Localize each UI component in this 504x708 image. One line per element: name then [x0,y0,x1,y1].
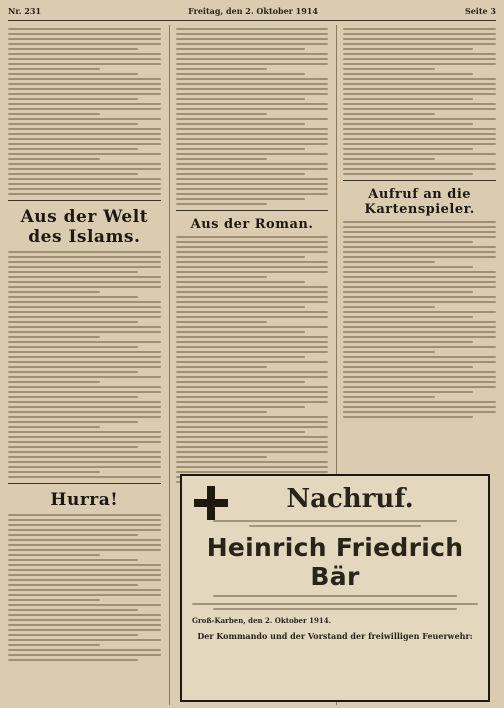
text-line [176,346,329,348]
text-line [176,371,329,373]
text-line [343,123,473,125]
text-line [8,173,138,175]
text-line [8,341,161,343]
text-line [343,321,496,323]
text-line [8,163,161,165]
text-line [343,153,496,155]
text-line [176,401,329,403]
text-line [176,456,268,458]
text-line [343,83,496,85]
text-line [8,78,161,80]
text-line [8,624,161,626]
text-line [176,416,329,418]
text-line [8,451,161,453]
text-line [8,416,161,418]
text-line [176,103,329,105]
text-line [8,534,138,536]
divider [176,210,329,211]
text-line [343,301,496,303]
text-line [343,73,473,75]
text-line [176,441,329,443]
text-line [8,118,161,120]
text-line [176,33,329,35]
text-line [343,68,435,70]
obituary-signature: Der Kommando und der Vorstand der freiwilligen Feuerwehr: [197,631,473,641]
text-line [176,178,329,180]
text-line [176,436,329,438]
article-body [176,28,329,205]
text-line [343,103,496,105]
text-line [8,128,161,130]
text-line [176,108,329,110]
text-line [343,173,473,175]
text-line [8,261,161,263]
article-body [176,236,329,483]
text-line [343,406,496,408]
text-line [8,421,138,423]
text-line [176,123,306,125]
text-line [176,198,306,200]
iron-cross-icon [194,486,228,520]
text-line [343,43,496,45]
obituary-notice [180,474,490,702]
text-line [176,188,329,190]
text-line [8,649,161,651]
text-line [8,376,161,378]
text-line [8,654,161,656]
text-line [343,326,496,328]
text-line [8,629,161,631]
divider [343,180,496,181]
text-line [176,241,329,243]
text-line [8,291,100,293]
text-line [8,153,161,155]
text-line [176,336,329,338]
text-line [176,73,306,75]
text-line [343,281,496,283]
text-line [343,78,496,80]
text-line [8,113,100,115]
text-line [343,331,496,333]
text-line [8,63,161,65]
text-line [8,351,161,353]
text-line [176,246,329,248]
text-line [343,346,496,348]
page-number: Seite 3 [464,6,496,16]
text-line [8,326,161,328]
text-line [8,564,161,566]
text-line [343,63,496,65]
text-line [176,326,329,328]
section-headline-islam: Aus der Welt des Islams. [20,207,149,247]
text-line [343,336,496,338]
article-body [8,251,161,478]
text-line [8,301,161,303]
text-line [8,436,161,438]
text-line [176,361,329,363]
text-line [176,291,329,293]
text-line [343,88,496,90]
text-line [176,366,268,368]
text-line [343,386,496,388]
text-line [343,128,496,130]
text-line [8,391,161,393]
text-line [176,406,306,408]
text-line [176,391,329,393]
text-line [8,48,138,50]
text-line [343,133,496,135]
text-line [8,33,161,35]
text-line [176,148,306,150]
text-line [8,559,138,561]
text-line [176,78,329,80]
text-line [343,316,473,318]
text-line [8,584,138,586]
text-line [8,251,161,253]
text-line [176,138,329,140]
text-line [176,321,268,323]
text-line [176,461,329,463]
text-line [176,168,329,170]
text-line [8,471,100,473]
text-line [176,451,329,453]
text-line [8,549,161,551]
text-line [8,634,138,636]
text-line [343,376,496,378]
text-line [343,118,496,120]
text-line [8,286,161,288]
text-line [343,311,496,313]
text-line [8,88,161,90]
text-line [8,256,161,258]
text-line [343,261,435,263]
text-line [176,113,268,115]
text-line [343,276,496,278]
text-line [8,336,100,338]
text-line [343,266,473,268]
text-line [176,271,329,273]
text-line [176,466,329,468]
text-line [8,108,161,110]
text-line [343,138,496,140]
text-line [176,276,268,278]
text-line [176,356,306,358]
section-headline-roman: Aus der Roman. [190,217,314,232]
text-line [8,28,161,30]
text-line [176,301,329,303]
text-line [176,341,329,343]
text-line [176,158,268,160]
text-line [8,381,100,383]
text-line [343,356,496,358]
obituary-intro [192,520,478,527]
text-line [8,331,161,333]
text-line [8,266,161,268]
text-line [176,68,268,70]
obituary-title: Nachruf. [286,484,414,514]
text-line [176,28,329,30]
text-line [8,514,161,516]
text-line [8,431,161,433]
text-line [8,123,138,125]
text-line [343,351,435,353]
text-line [176,128,329,130]
text-line [343,271,496,273]
text-line [8,68,100,70]
text-line [176,411,268,413]
text-line [176,203,268,205]
text-line [176,193,329,195]
text-line [343,113,435,115]
text-line [8,659,138,661]
text-line [343,396,435,398]
text-line [343,163,496,165]
text-line [343,143,496,145]
divider [8,200,161,201]
article-body [8,28,161,195]
text-line [8,311,161,313]
text-line [8,316,161,318]
text-line [8,544,161,546]
text-line [343,416,473,418]
text-line [176,421,329,423]
text-line [176,311,329,313]
text-line [176,63,329,65]
text-line [343,236,496,238]
text-line [8,296,138,298]
text-line [343,28,496,30]
text-line [176,351,329,353]
text-line [8,441,161,443]
text-line [8,614,161,616]
text-line [8,133,161,135]
text-line [8,73,138,75]
text-line [343,168,496,170]
text-line [176,471,329,473]
text-line [343,381,496,383]
text-line [343,48,473,50]
text-line [343,251,496,253]
text-line [176,376,329,378]
text-line [176,143,329,145]
text-line [8,168,161,170]
text-line [343,391,473,393]
text-line [176,83,329,85]
text-line [8,519,161,521]
text-line [8,93,161,95]
text-line [343,53,496,55]
text-line [343,296,496,298]
obituary-name: Heinrich Friedrich Bär [206,533,464,591]
text-line [343,401,496,403]
text-line [176,43,329,45]
obituary-unit [192,595,478,597]
text-line [176,163,329,165]
text-line [343,221,496,223]
text-line [8,188,161,190]
text-line [8,589,161,591]
text-line [8,103,161,105]
text-line [8,138,161,140]
text-line [343,108,496,110]
text-line [176,183,329,185]
text-line [8,539,161,541]
text-line [343,411,496,413]
text-line [8,579,161,581]
text-line [8,599,100,601]
text-line [8,386,161,388]
text-line [8,619,161,621]
text-line [8,321,138,323]
text-line [176,98,306,100]
text-line [176,53,329,55]
text-line [343,256,496,258]
text-line [8,276,161,278]
section-headline-hurra: Hurra! [50,490,119,510]
text-line [343,226,496,228]
text-line [343,93,496,95]
text-line [8,143,161,145]
page-header [8,6,496,21]
text-line [8,461,161,463]
text-line [343,33,496,35]
text-line [343,341,473,343]
text-line [343,361,496,363]
article-body [343,221,496,418]
text-line [8,271,138,273]
text-line [8,569,161,571]
text-line [343,291,473,293]
text-line [8,306,161,308]
text-line [8,609,138,611]
article-body [343,28,496,175]
text-line [8,639,161,641]
text-line [8,183,161,185]
text-line [8,361,161,363]
text-line [176,256,306,258]
text-line [176,38,329,40]
text-line [8,178,161,180]
issue-date: Freitag, den 2. Oktober 1914 [188,6,318,16]
text-line [8,58,161,60]
divider [8,483,161,484]
text-line [176,236,329,238]
text-line [176,316,329,318]
article-body [8,514,161,661]
text-line [8,38,161,40]
text-line [176,58,329,60]
text-line [8,371,138,373]
text-line [176,153,329,155]
text-line [343,231,496,233]
text-line [343,371,496,373]
text-line [176,446,329,448]
text-line [8,426,100,428]
text-line [8,574,161,576]
text-line [8,158,100,160]
text-line [8,604,161,606]
text-line [8,401,161,403]
text-line [176,386,329,388]
text-line [176,88,329,90]
text-line [8,524,161,526]
text-line [8,476,161,478]
text-line [8,446,138,448]
text-line [176,93,329,95]
text-line [176,48,306,50]
text-line [176,331,306,333]
text-line [176,426,329,428]
text-line [8,148,138,150]
text-line [176,306,306,308]
text-line [343,38,496,40]
text-line [8,406,161,408]
text-line [8,456,161,458]
obituary-place-date: Groß-Karben, den 2. Oktober 1914. [192,616,332,625]
text-line [176,251,329,253]
text-line [8,356,161,358]
text-line [8,346,138,348]
text-line [176,431,306,433]
text-line [176,396,329,398]
text-line [176,286,329,288]
text-line [176,296,329,298]
text-line [8,466,161,468]
issue-number: Nr. 231 [8,6,42,16]
text-line [8,396,138,398]
text-line [343,286,496,288]
column-left [8,25,161,705]
text-line [8,366,161,368]
text-line [176,173,306,175]
text-line [8,594,161,596]
text-line [343,158,435,160]
text-line [343,58,496,60]
text-line [8,43,161,45]
text-line [343,306,435,308]
text-line [176,118,329,120]
text-line [8,644,100,646]
section-headline-kartenspieler: Aufruf an die Kartenspieler. [364,187,475,217]
text-line [176,133,329,135]
text-line [176,261,329,263]
text-line [8,281,161,283]
text-line [8,529,161,531]
obituary-body [192,603,478,610]
text-line [8,411,161,413]
text-line [176,266,329,268]
text-line [343,241,473,243]
text-line [343,98,473,100]
text-line [343,148,473,150]
text-line [176,281,306,283]
text-line [8,53,161,55]
text-line [8,554,100,556]
text-line [343,366,473,368]
text-line [343,246,496,248]
text-line [176,381,306,383]
text-line [8,98,138,100]
text-line [8,193,161,195]
text-line [8,83,161,85]
